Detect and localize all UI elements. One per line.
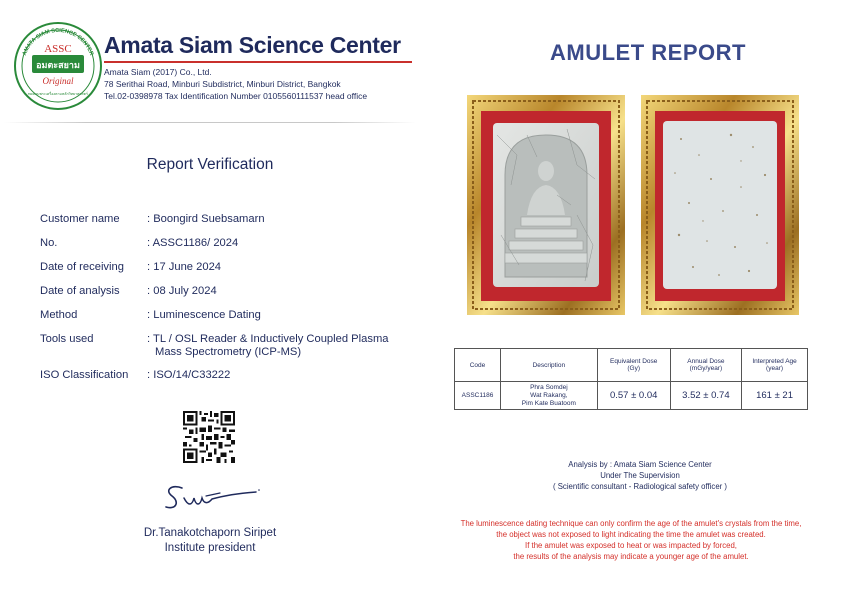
value-customer-name: : Boongird Suebsamarn [147,213,265,225]
header-divider [4,122,416,123]
value-method: : Luminescence Dating [147,309,261,321]
value-report-number: : ASSC1186/ 2024 [147,237,239,249]
header-equivalent-dose: Equivalent Dose (Gy) [597,349,670,382]
label-tools-used: Tools used [40,333,94,345]
warning-line-1: The luminescence dating technique can only confirm the age of the amulet's crystals from the time, [460,519,802,528]
cell-interpreted-age: 161 ± 21 [742,382,808,410]
signer-title: Institute president [164,542,256,554]
analysis-supervision: Under The Supervision [600,471,680,480]
cell-description: Phra Somdej Wat Rakang, Pim Kate Buatoom [501,382,598,410]
signer-name: Dr.Tanakotchaporn Siripet [143,527,277,539]
label-customer-name: Customer name [40,213,120,225]
label-report-number: No. [40,237,58,249]
org-name: Amata Siam Science Center [104,32,401,58]
table-header-row [455,349,808,382]
value-date-receiving: : 17 June 2024 [147,261,222,273]
company-name: Amata Siam (2017) Co., Ltd. [104,67,212,77]
company-contact: Tel.02-0398978 Tax Identification Number 0105560111537 head office [104,91,368,101]
cell-equivalent-dose: 0.57 ± 0.04 [597,382,670,410]
logo-center-text: ASSC [44,43,72,55]
label-date-receiving: Date of receiving [40,261,124,273]
cell-annual-dose: 3.52 ± 0.74 [670,382,741,410]
qr-code[interactable] [183,411,235,463]
label-date-analysis: Date of analysis [40,285,120,297]
verification-title: Report Verification [146,156,274,173]
warning-line-4: the results of the analysis may indicate a younger age of the amulet. [513,552,749,561]
warning-line-2: the object was not exposed to light indicating the time the amulet was created. [496,530,766,539]
amulet-front-photo [467,95,625,315]
header-annual-dose: Annual Dose (mGy/year) [670,349,741,382]
report-title: AMULET REPORT [550,40,746,65]
label-method: Method [40,309,78,321]
logo-ring-text: AMATA SIAM SCIENCE CENTER [21,27,95,57]
logo-thai-text: อมตะสยาม [36,61,80,71]
value-iso-classification: : ISO/14/C33222 [147,369,231,381]
header-interpreted-age: Interpreted Age (year) [742,349,808,382]
header-code: Code [455,349,501,382]
logo-ring-bottom-text: ทดสอบพระเครื่องตามหลักวิทยาศาสตร์ [28,92,88,96]
header-description: Description [501,349,598,382]
cell-code: ASSC1186 [455,382,501,410]
amulet-back-photo [641,95,799,315]
value-date-analysis: : 08 July 2024 [147,285,217,297]
results-table [454,348,808,410]
analysis-by: Analysis by : Amata Siam Science Center [568,460,712,469]
value-tools-used: : TL / OSL Reader & Inductively Coupled Plasma [147,333,389,345]
label-iso-classification: ISO Classification [40,369,129,381]
signature [160,480,264,514]
assc-logo [14,22,102,110]
company-address: 78 Serithai Road, Minburi Subdistrict, Minburi District, Bangkok [104,79,341,89]
logo-stamp-text: Original [42,76,74,86]
warning-line-3: If the amulet was exposed to heat or was impacted by forced, [525,541,737,550]
table-row [455,382,808,410]
analysis-consultant: ( Scientific consultant - Radiological safety officer ) [552,482,728,491]
value-tools-used-line2: Mass Spectrometry (ICP-MS) [155,346,302,358]
org-name-underline [104,61,412,63]
